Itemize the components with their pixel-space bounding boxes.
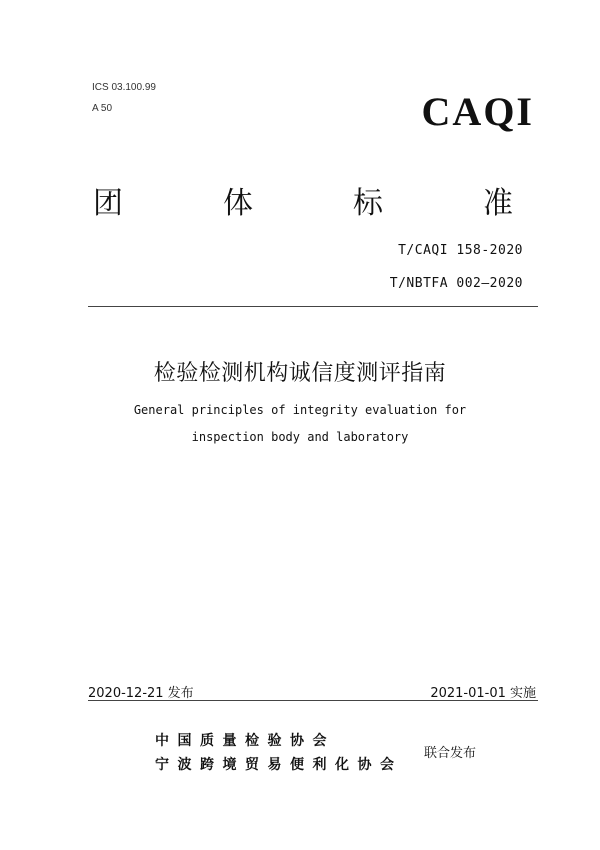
standard-type-char: 团 <box>93 186 123 221</box>
bottom-divider <box>88 700 538 701</box>
standard-number-secondary: T/NBTFA 002—2020 <box>389 276 523 291</box>
standard-type-heading <box>93 178 513 222</box>
standard-number-primary: T/CAQI 158-2020 <box>398 243 523 258</box>
standard-type-char: 准 <box>483 186 513 221</box>
document-title-english-line2: inspection body and laboratory <box>191 430 409 444</box>
standard-type-char: 标 <box>353 186 383 221</box>
top-divider <box>88 306 538 307</box>
publisher-org-1: 中国质量检验协会 <box>155 733 335 749</box>
ics-code: ICS 03.100.99 <box>92 82 156 93</box>
document-title-chinese: 检验检测机构诚信度测评指南 <box>153 361 447 386</box>
document-title-english-line1: General principles of integrity evaluation for <box>133 403 467 417</box>
caqi-logo: CAQI <box>421 89 534 134</box>
publisher-org-2: 宁波跨境贸易便利化协会 <box>155 757 403 773</box>
implementation-date: 2021-01-01 实施 <box>430 686 536 701</box>
standard-type-char: 体 <box>223 186 253 221</box>
joint-publish-label: 联合发布 <box>424 746 477 761</box>
issue-date: 2020-12-21 发布 <box>88 686 194 701</box>
classification-code: A 50 <box>92 103 113 114</box>
